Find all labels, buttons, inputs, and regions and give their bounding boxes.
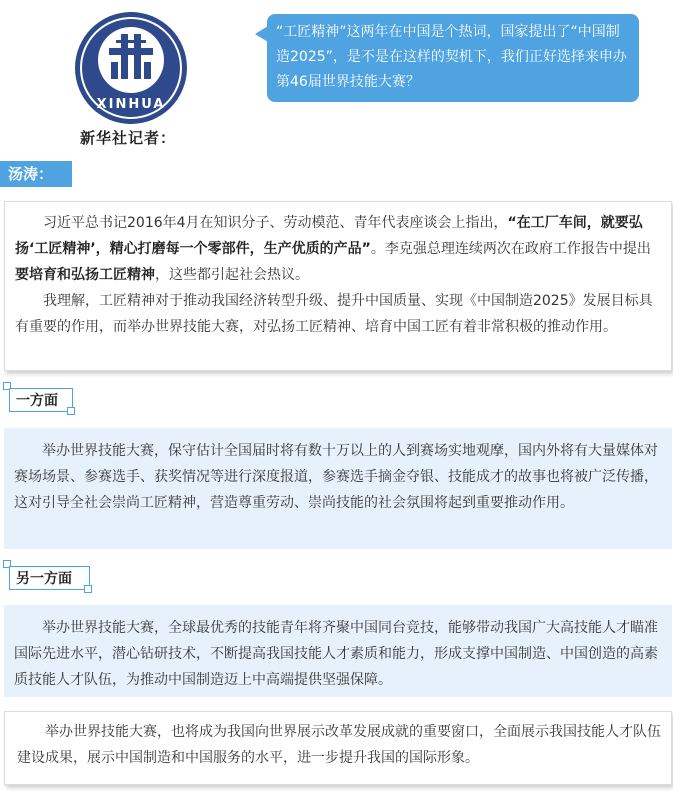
answer-box-3 [4, 605, 672, 697]
reporter-label: 新华社记者： [80, 129, 177, 147]
corner-square [84, 585, 92, 593]
section-label-one-side: 一方面 [9, 388, 73, 412]
speaker-tag: 汤涛： [0, 161, 72, 187]
corner-square [67, 407, 75, 415]
paragraph: 举办世界技能大赛，全球最优秀的技能青年将齐聚中国同台竞技，能够带动我国广大高技能人才瞄准国际先进水平，潜心钻研技术，不断提高我国技能人才素质和能力，形成支撑中国制造、中国创造的高素质技能人才队伍，为推动中国制造迈上中高端提供坚强保障。 [14, 620, 658, 688]
question-bubble: “工匠精神”这两年在中国是个热词，国家提出了“中国制造2025”，是不是在这样的契机下，我们正好选择来申办第46届世界技能大赛？ [267, 14, 639, 102]
text: 习近平总书记2016年4月在知识分子、劳动模范、青年代表座谈会上指出， [43, 215, 508, 231]
xinhua-logo [73, 10, 189, 126]
logo-text: XINHUA [96, 97, 166, 112]
section-label-other-side: 另一方面 [9, 566, 90, 590]
paragraph: 举办世界技能大赛，也将成为我国向世界展示改革发展成就的重要窗口，全面展示我国技能人才队伍建设成果，展示中国制造和中国服务的水平，进一步提升我国的国际形象。 [17, 724, 661, 766]
answer-box-1 [4, 201, 672, 371]
paragraph: 举办世界技能大赛，保守估计全国届时将有数十万以上的人到赛场实地观摩，国内外将有大量媒体对赛场场景、参赛选手、获奖情况等进行深度报道，参赛选手摘金夺银、技能成才的故事也将被广泛传播，这对引导全社会崇尚工匠精神，营造尊重劳动、崇尚技能的社会氛围将起到重要推动作用。 [14, 443, 658, 511]
paragraph [15, 210, 661, 288]
text: ，这些都引起社会热议。 [155, 267, 309, 283]
paragraph: 我理解，工匠精神对于推动我国经济转型升级、提升中国质量、实现《中国制造2025》发展目标具有重要的作用，而举办世界技能大赛，对弘扬工匠精神、培育中国工匠有着非常积极的推动作用。 [15, 293, 653, 335]
emphasis: 要培育和弘扬工匠精神 [15, 267, 155, 283]
quote-emphasis: “在工厂车间，就要弘扬‘工匠精神’，精心打磨每一个零部件，生产优质的产品” [15, 215, 643, 257]
answer-box-4 [4, 711, 672, 785]
text: 。李克强总理连续两次在政府工作报告中提出 [370, 241, 651, 257]
answer-box-2 [4, 428, 672, 549]
